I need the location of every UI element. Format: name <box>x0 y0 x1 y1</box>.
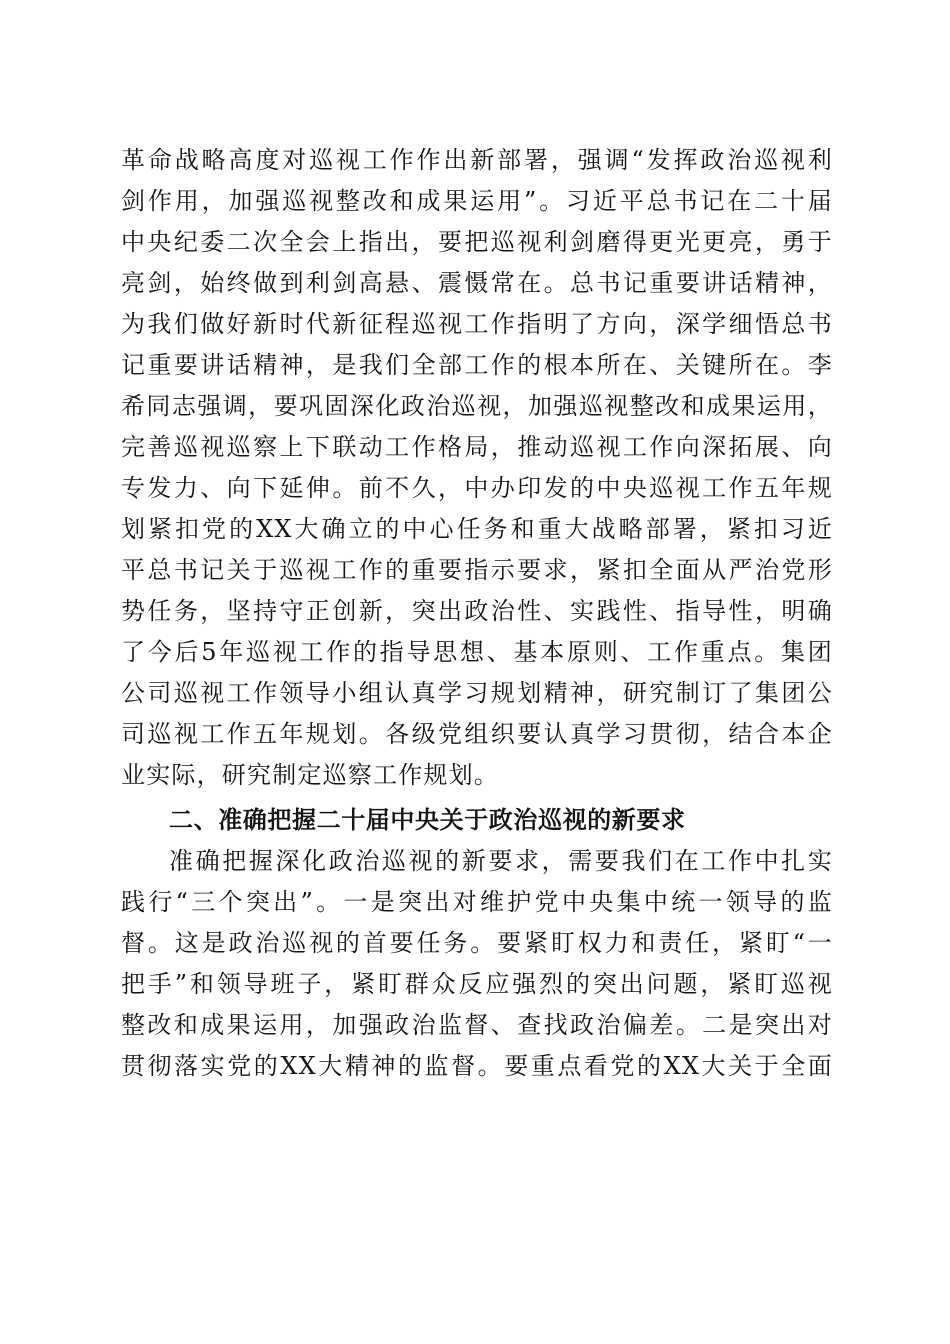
text-line: 践行“三个突出”。一是突出对维护党中央集中统一领导的监 <box>121 888 833 916</box>
section-heading: 二、准确把握二十届中央关于政治巡视的新要求 <box>169 806 686 834</box>
text-line: 准确把握深化政治巡视的新要求，需要我们在工作中扎实 <box>169 847 833 875</box>
text-line: 划紧扣党的XX大确立的中心任务和重大战略部署，紧扣习近 <box>121 515 833 543</box>
text-line: 整改和成果运用，加强政治监督、查找政治偏差。二是突出对 <box>121 1011 833 1039</box>
text-line: 平总书记关于巡视工作的重要指示要求，紧扣全面从严治党形 <box>121 556 833 584</box>
text-line: 专发力、向下延伸。前不久，中办印发的中央巡视工作五年规 <box>121 474 833 502</box>
text-line: 司巡视工作五年规划。各级党组织要认真学习贯彻，结合本企 <box>121 720 833 748</box>
document-body <box>121 140 833 1087</box>
text-line: 为我们做好新时代新征程巡视工作指明了方向，深学细悟总书 <box>121 310 833 338</box>
text-line: 剑作用，加强巡视整改和成果运用”。习近平总书记在二十届 <box>121 187 833 215</box>
text-line: 势任务，坚持守正创新，突出政治性、实践性、指导性，明确 <box>121 597 833 625</box>
text-line: 希同志强调，要巩固深化政治巡视，加强巡视整改和成果运用， <box>121 392 833 420</box>
paragraph-1 <box>121 140 833 796</box>
text-line: 中央纪委二次全会上指出，要把巡视利剑磨得更光更亮，勇于 <box>121 228 833 256</box>
text-line: 督。这是政治巡视的首要任务。要紧盯权力和责任，紧盯“一 <box>121 929 833 957</box>
text-line: 了今后5年巡视工作的指导思想、基本原则、工作重点。集团 <box>121 638 833 666</box>
text-line: 公司巡视工作领导小组认真学习规划精神，研究制订了集团公 <box>121 679 833 707</box>
text-line: 亮剑，始终做到利剑高悬、震慑常在。总书记重要讲话精神， <box>121 269 833 297</box>
text-line: 业实际，研究制定巡察工作规划。 <box>121 761 499 789</box>
text-line: 革命战略高度对巡视工作作出新部署，强调“发挥政治巡视利 <box>121 146 833 174</box>
text-line: 记重要讲话精神，是我们全部工作的根本所在、关键所在。李 <box>121 351 833 379</box>
text-line: 完善巡视巡察上下联动工作格局，推动巡视工作向深拓展、向 <box>121 433 833 461</box>
paragraph-2 <box>121 841 833 1087</box>
text-line: 把手”和领导班子，紧盯群众反应强烈的突出问题，紧盯巡视 <box>121 970 833 998</box>
text-line: 贯彻落实党的XX大精神的监督。要重点看党的XX大关于全面 <box>121 1052 833 1080</box>
